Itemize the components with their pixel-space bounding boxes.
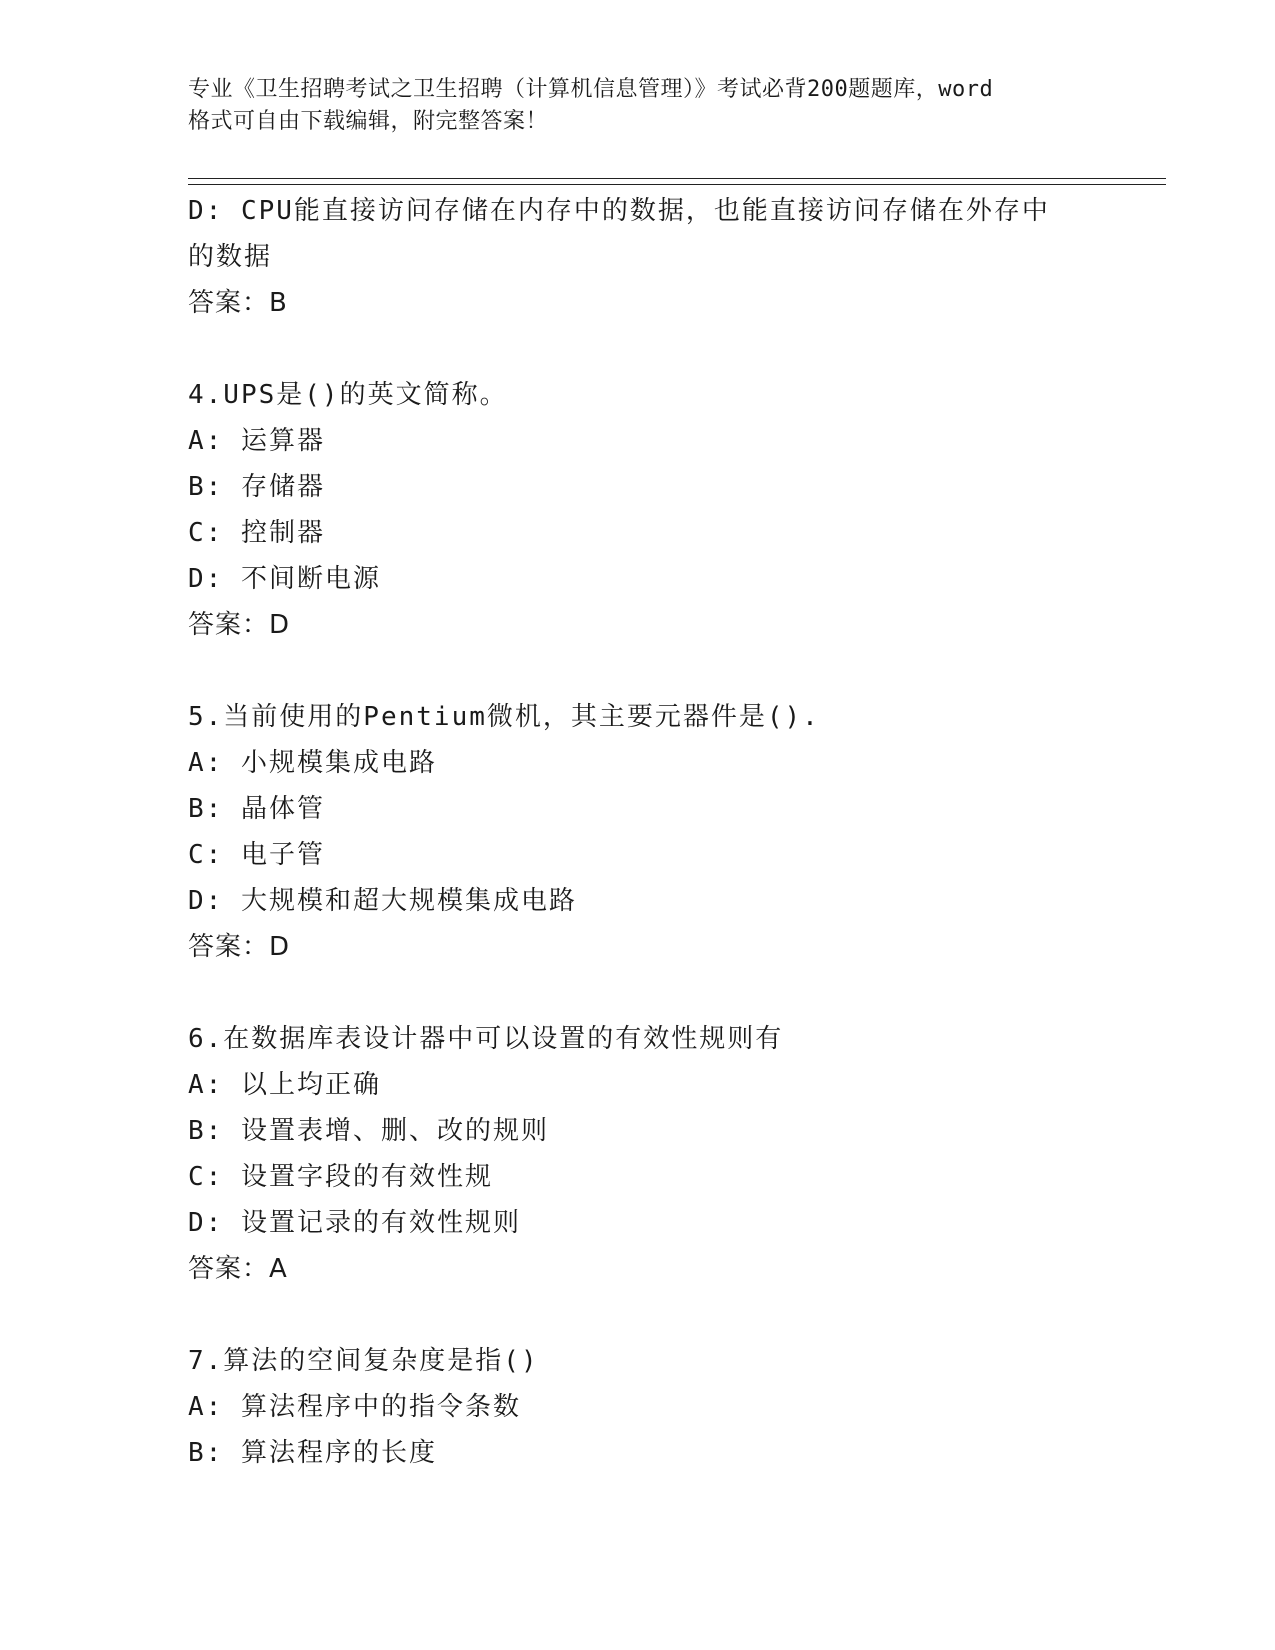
header-title-line-1: 专业《卫生招聘考试之卫生招聘（计算机信息管理）》考试必背200题题库，word	[188, 77, 994, 102]
option-d-continued: 的数据	[188, 242, 273, 272]
question-3-tail	[188, 188, 1088, 326]
answer: 答案：A	[188, 1254, 288, 1284]
option-b: B: 算法程序的长度	[188, 1438, 437, 1468]
question-list	[188, 188, 1088, 1476]
question-7	[188, 1338, 1088, 1476]
answer: 答案：D	[188, 932, 291, 962]
question-4	[188, 372, 1088, 648]
question-5	[188, 694, 1088, 970]
option-b: B: 设置表增、删、改的规则	[188, 1116, 549, 1146]
option-b: B: 存储器	[188, 472, 325, 502]
question-stem: 4.UPS是()的英文简称。	[188, 380, 508, 410]
option-d: D: 大规模和超大规模集成电路	[188, 886, 577, 916]
document-header	[188, 74, 1088, 138]
option-a: A: 算法程序中的指令条数	[188, 1392, 521, 1422]
option-c: C: 电子管	[188, 840, 325, 870]
question-stem: 6.在数据库表设计器中可以设置的有效性规则有	[188, 1024, 784, 1054]
header-divider-top	[188, 178, 1166, 179]
option-d: D: CPU能直接访问存储在内存中的数据，也能直接访问存储在外存中	[188, 196, 1050, 226]
question-stem: 5.当前使用的Pentium微机，其主要元器件是().	[188, 702, 820, 732]
answer: 答案：D	[188, 610, 291, 640]
header-title-line-2: 格式可自由下载编辑，附完整答案！	[188, 109, 549, 134]
option-a: A: 小规模集成电路	[188, 748, 437, 778]
header-divider-bottom	[188, 184, 1166, 185]
option-c: C: 控制器	[188, 518, 325, 548]
question-stem: 7.算法的空间复杂度是指()	[188, 1346, 539, 1376]
option-c: C: 设置字段的有效性规	[188, 1162, 493, 1192]
question-6	[188, 1016, 1088, 1292]
option-a: A: 以上均正确	[188, 1070, 381, 1100]
option-a: A: 运算器	[188, 426, 325, 456]
answer: 答案：B	[188, 288, 288, 318]
option-d: D: 设置记录的有效性规则	[188, 1208, 521, 1238]
option-d: D: 不间断电源	[188, 564, 381, 594]
option-b: B: 晶体管	[188, 794, 325, 824]
